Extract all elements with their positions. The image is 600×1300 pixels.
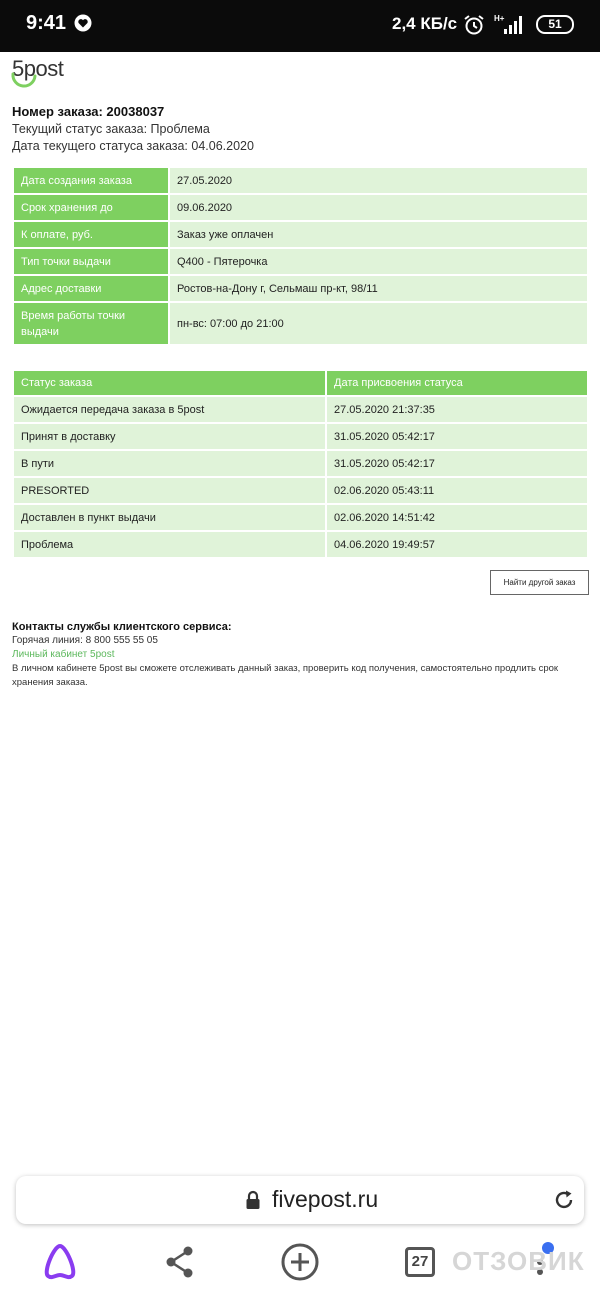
table-row <box>13 504 588 531</box>
details-label: Адрес доставки <box>13 275 169 302</box>
date-cell: 31.05.2020 05:42:17 <box>326 450 588 477</box>
table-header-row <box>13 370 588 396</box>
status-cell: PRESORTED <box>13 477 326 504</box>
details-label: Дата создания заказа <box>13 167 169 194</box>
status-history-table <box>12 369 589 559</box>
date-cell: 27.05.2020 21:37:35 <box>326 396 588 423</box>
details-label: Тип точки выдачи <box>13 248 169 275</box>
details-label: Срок хранения до <box>13 194 169 221</box>
logo-arc-icon <box>10 70 40 90</box>
tabs-counter[interactable]: 27 <box>405 1247 435 1277</box>
status-date: Дата текущего статуса заказа: 04.06.2020 <box>12 139 254 153</box>
network-speed: 2,4 КБ/с <box>392 14 458 33</box>
status-cell: Проблема <box>13 531 326 558</box>
column-header-status: Статус заказа <box>13 370 326 396</box>
browser-nav <box>0 1242 600 1292</box>
contacts-section <box>12 620 590 690</box>
table-row <box>13 450 588 477</box>
lock-icon <box>244 1190 262 1210</box>
details-value: Ростов-на-Дону г, Сельмаш пр-кт, 98/11 <box>169 275 588 302</box>
details-row <box>13 167 588 194</box>
status-bar <box>0 0 600 52</box>
details-value: 09.06.2020 <box>169 194 588 221</box>
table-row <box>13 531 588 558</box>
details-row <box>13 248 588 275</box>
status-cell: Доставлен в пункт выдачи <box>13 504 326 531</box>
new-tab-plus-icon[interactable] <box>280 1242 320 1282</box>
details-value: Q400 - Пятерочка <box>169 248 588 275</box>
address-bar[interactable] <box>16 1176 584 1224</box>
date-cell: 02.06.2020 05:43:11 <box>326 477 588 504</box>
logo-text: 5post <box>12 56 64 81</box>
alice-assistant-icon[interactable] <box>40 1242 80 1282</box>
reload-icon[interactable] <box>553 1189 575 1211</box>
details-row <box>13 194 588 221</box>
url-text: fivepost.ru <box>272 1186 379 1212</box>
hotline: Горячая линия: 8 800 555 55 05 <box>12 635 158 646</box>
signal-icon <box>494 13 530 35</box>
table-row <box>13 477 588 504</box>
table-row <box>13 423 588 450</box>
details-label: К оплате, руб. <box>13 221 169 248</box>
order-details-table <box>12 166 589 346</box>
personal-cabinet-link[interactable]: Личный кабинет 5post <box>12 649 115 660</box>
current-status: Текущий статус заказа: Проблема <box>12 122 210 136</box>
details-value: Заказ уже оплачен <box>169 221 588 248</box>
details-value: 27.05.2020 <box>169 167 588 194</box>
share-icon[interactable] <box>160 1242 200 1282</box>
details-row <box>13 275 588 302</box>
network-type: H+ <box>494 14 505 23</box>
alarm-icon <box>463 14 485 36</box>
details-label: Время работы точки выдачи <box>13 302 169 345</box>
column-header-date: Дата присвоения статуса <box>326 370 588 396</box>
battery-indicator: 51 <box>536 15 574 34</box>
cabinet-note: В личном кабинете 5post вы сможете отслеживать данный заказ, проверить код получения, самостоятельно продлить срок хранения заказа. <box>12 663 559 688</box>
clock: 9:41 <box>26 12 67 34</box>
order-info <box>12 103 590 155</box>
watermark: ОТЗОВИК <box>452 1246 585 1276</box>
table-row <box>13 396 588 423</box>
contacts-title: Контакты службы клиентского сервиса: <box>12 621 232 633</box>
heart-notification-icon <box>74 14 92 32</box>
status-cell: В пути <box>13 450 326 477</box>
date-cell: 02.06.2020 14:51:42 <box>326 504 588 531</box>
status-cell: Ожидается передача заказа в 5post <box>13 396 326 423</box>
details-value: пн-вс: 07:00 до 21:00 <box>169 302 588 345</box>
find-another-order-button[interactable]: Найти другой заказ <box>490 570 589 595</box>
date-cell: 31.05.2020 05:42:17 <box>326 423 588 450</box>
browser-bottom-bar <box>0 1166 600 1300</box>
details-row <box>13 221 588 248</box>
details-row <box>13 302 588 345</box>
status-cell: Принят в доставку <box>13 423 326 450</box>
date-cell: 04.06.2020 19:49:57 <box>326 531 588 558</box>
order-number: Номер заказа: 20038037 <box>12 104 165 119</box>
